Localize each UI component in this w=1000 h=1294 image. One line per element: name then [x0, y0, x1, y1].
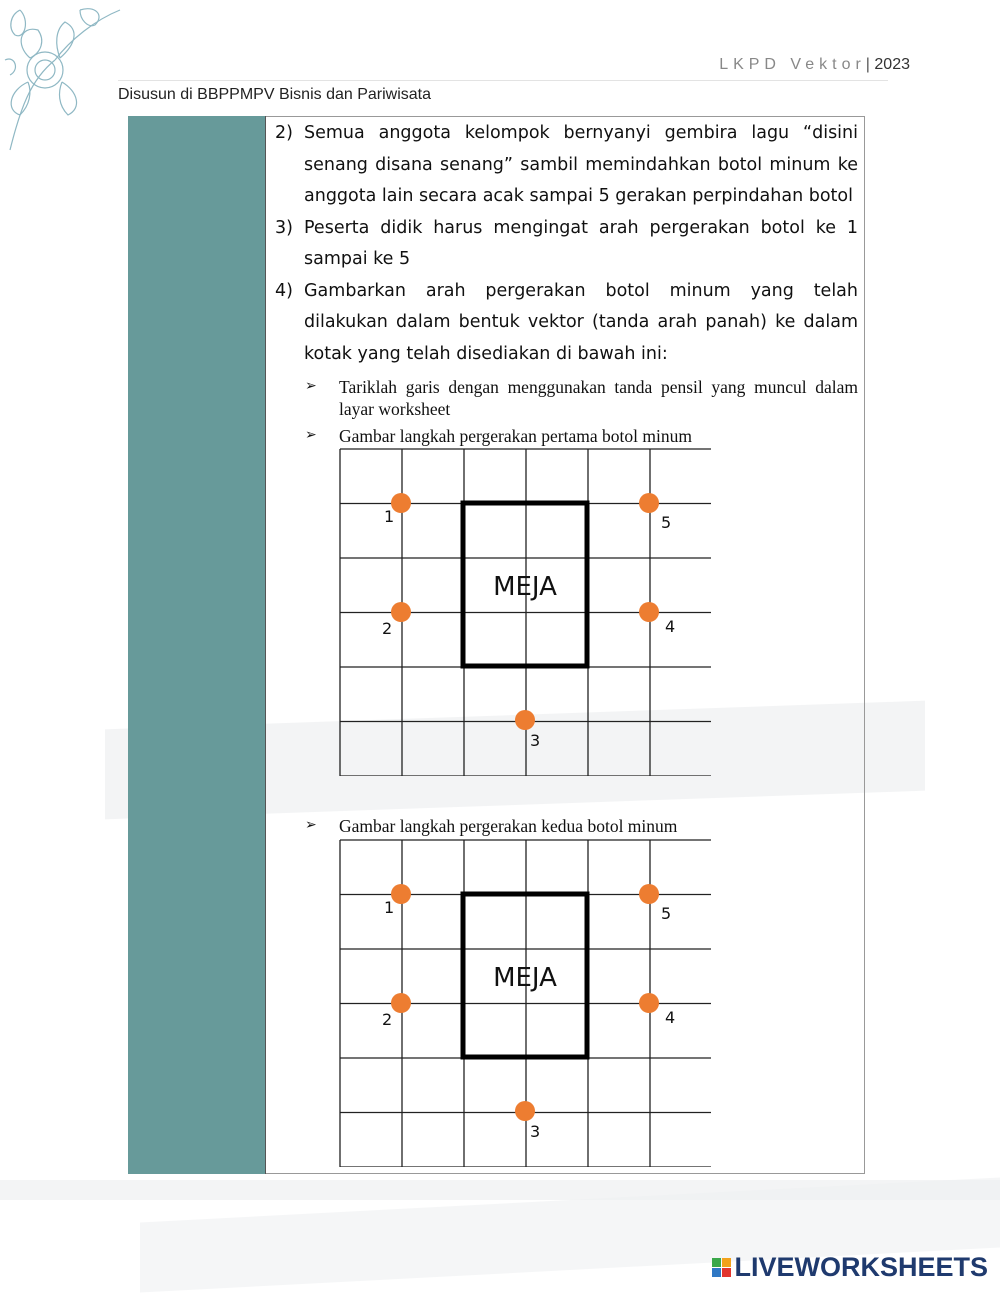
bullet-text: Gambar langkah pergerakan kedua botol minum [339, 816, 678, 836]
position-number: 1 [384, 507, 395, 526]
step-item [275, 276, 858, 371]
instruction-steps [275, 118, 858, 370]
position-number: 4 [665, 1008, 676, 1027]
position-number: 3 [530, 1122, 541, 1141]
drawing-grid-2[interactable] [339, 839, 711, 1167]
main-content [275, 118, 858, 447]
position-number: 5 [661, 904, 672, 923]
logo-text: LIVEWORKSHEETS [734, 1252, 988, 1282]
bullet-item [275, 376, 858, 420]
position-number: 4 [665, 617, 676, 636]
step-number: 2) [275, 123, 293, 143]
arrow-bullet-icon: ➢ [305, 428, 317, 443]
logo-mark-icon [712, 1258, 731, 1277]
bullet-text: Gambar langkah pergerakan pertama botol minum [339, 426, 692, 446]
header-divider [118, 80, 888, 81]
step-number: 3) [275, 217, 293, 238]
document-year: 2023 [874, 56, 910, 73]
position-dot [639, 602, 659, 622]
grid-canvas[interactable] [339, 448, 711, 776]
step-text: Gambarkan arah pergerakan botol minum yang telah dilakukan dalam bentuk vektor (tanda arah panah) ke dalam kotak yang telah disediakan di bawah ini: [304, 280, 858, 364]
step-item [275, 213, 858, 276]
position-dot [639, 493, 659, 513]
table-label: MEJA [493, 963, 557, 993]
position-number: 1 [384, 898, 395, 917]
position-number: 2 [382, 1010, 393, 1029]
document-subtitle: Disusun di BBPPMPV Bisnis dan Pariwisata [118, 86, 432, 103]
position-number: 5 [661, 513, 672, 532]
header-title [719, 56, 910, 74]
step-number: 4) [275, 280, 293, 301]
document-title: LKPD Vektor [719, 56, 866, 73]
drawing-grid-1[interactable] [339, 448, 711, 776]
position-dot [391, 602, 411, 622]
liveworksheets-logo [712, 1252, 988, 1283]
bullet-text: Tariklah garis dengan menggunakan tanda pensil yang muncul dalam layar worksheet [339, 377, 858, 419]
bullet-item [275, 815, 858, 837]
step-item [275, 118, 858, 213]
position-dot [639, 993, 659, 1013]
position-dot [639, 884, 659, 904]
bullet-item [275, 425, 858, 447]
position-dot [515, 1101, 535, 1121]
arrow-bullet-icon: ➢ [305, 818, 317, 833]
step-text: Peserta didik harus mengingat arah pergerakan botol ke 1 sampai ke 5 [304, 217, 858, 269]
step-text: Semua anggota kelompok bernyanyi gembira lagu “disini senang disana senang” sambil memindahkan botol minum ke anggota lain secara acak sampai 5 gerakan perpindahan botol [304, 123, 858, 206]
position-dot [515, 710, 535, 730]
grid-canvas[interactable] [339, 839, 711, 1167]
arrow-bullet-icon: ➢ [305, 379, 317, 394]
left-sidebar [128, 116, 266, 1174]
position-number: 3 [530, 731, 541, 750]
title-separator: | [865, 56, 870, 73]
position-dot [391, 993, 411, 1013]
position-number: 2 [382, 619, 393, 638]
table-label: MEJA [493, 572, 557, 602]
flower-decoration-icon [0, 0, 130, 160]
